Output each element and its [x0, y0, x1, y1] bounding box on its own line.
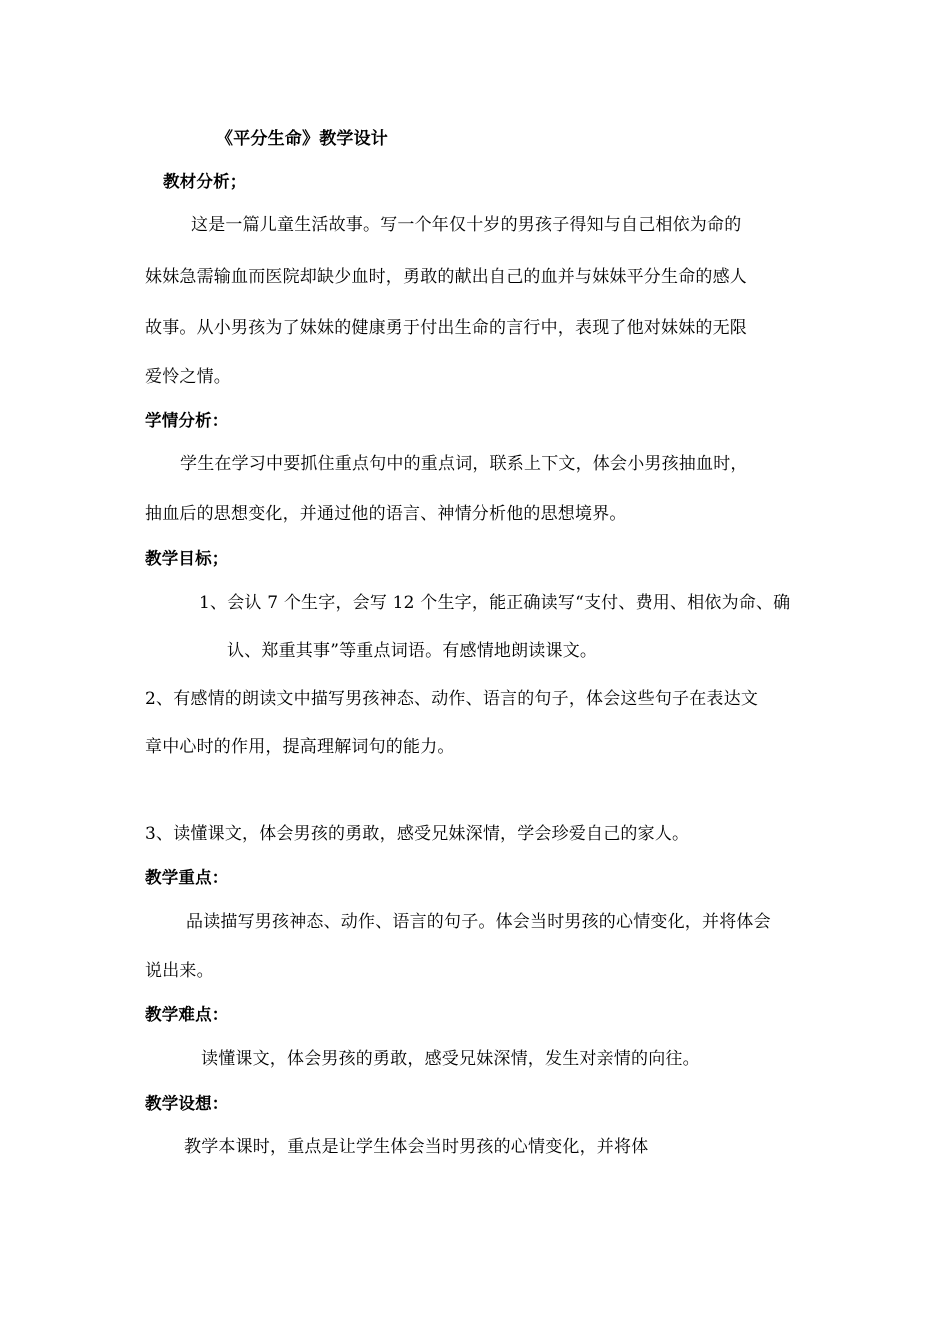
paragraph-line: 品读描写男孩神态、动作、语言的句子。体会当时男孩的心情变化，并将体会 [186, 912, 771, 932]
goal-item-2: 2、有感情的朗读文中描写男孩神态、动作、语言的句子，体会这些句子在表达文 [145, 689, 759, 709]
paragraph-line: 说出来。 [145, 961, 214, 981]
paragraph-line: 爱怜之情。 [145, 367, 231, 387]
section-heading-student-analysis: 学情分析： [145, 411, 229, 430]
paragraph-line: 学生在学习中要抓住重点句中的重点词，联系上下文，体会小男孩抽血时， [180, 454, 748, 474]
goal-item-1: 1、会认 7 个生字，会写 12 个生字，能正确读写“支付、费用、相依为命、确 [199, 593, 791, 613]
section-heading-teaching-goals: 教学目标； [145, 549, 229, 568]
paragraph-line: 抽血后的思想变化，并通过他的语言、神情分析他的思想境界。 [145, 504, 627, 524]
goal-item-2-continued: 章中心时的作用，提高理解词句的能力。 [145, 737, 455, 757]
section-heading-teaching-plan: 教学设想： [145, 1094, 229, 1113]
paragraph-line: 故事。从小男孩为了妹妹的健康勇于付出生命的言行中，表现了他对妹妹的无限 [145, 318, 747, 338]
paragraph-line: 读懂课文，体会男孩的勇敢，感受兄妹深情，发生对亲情的向往。 [201, 1049, 700, 1069]
paragraph-line: 教学本课时，重点是让学生体会当时男孩的心情变化，并将体 [184, 1137, 649, 1157]
section-heading-material-analysis: 教材分析； [163, 172, 247, 191]
goal-item-1-continued: 认、郑重其事”等重点词语。有感情地朗读课文。 [227, 641, 598, 661]
paragraph-line: 这是一篇儿童生活故事。写一个年仅十岁的男孩子得知与自己相依为命的 [191, 215, 742, 235]
goal-item-3: 3、读懂课文，体会男孩的勇敢，感受兄妹深情，学会珍爱自己的家人。 [145, 824, 690, 844]
page-title: 《平分生命》教学设计 [216, 129, 388, 149]
section-heading-key-points: 教学重点： [145, 868, 229, 887]
paragraph-line: 妹妹急需输血而医院却缺少血时，勇敢的献出自己的血并与妹妹平分生命的感人 [145, 267, 747, 287]
section-heading-difficulties: 教学难点： [145, 1005, 229, 1024]
